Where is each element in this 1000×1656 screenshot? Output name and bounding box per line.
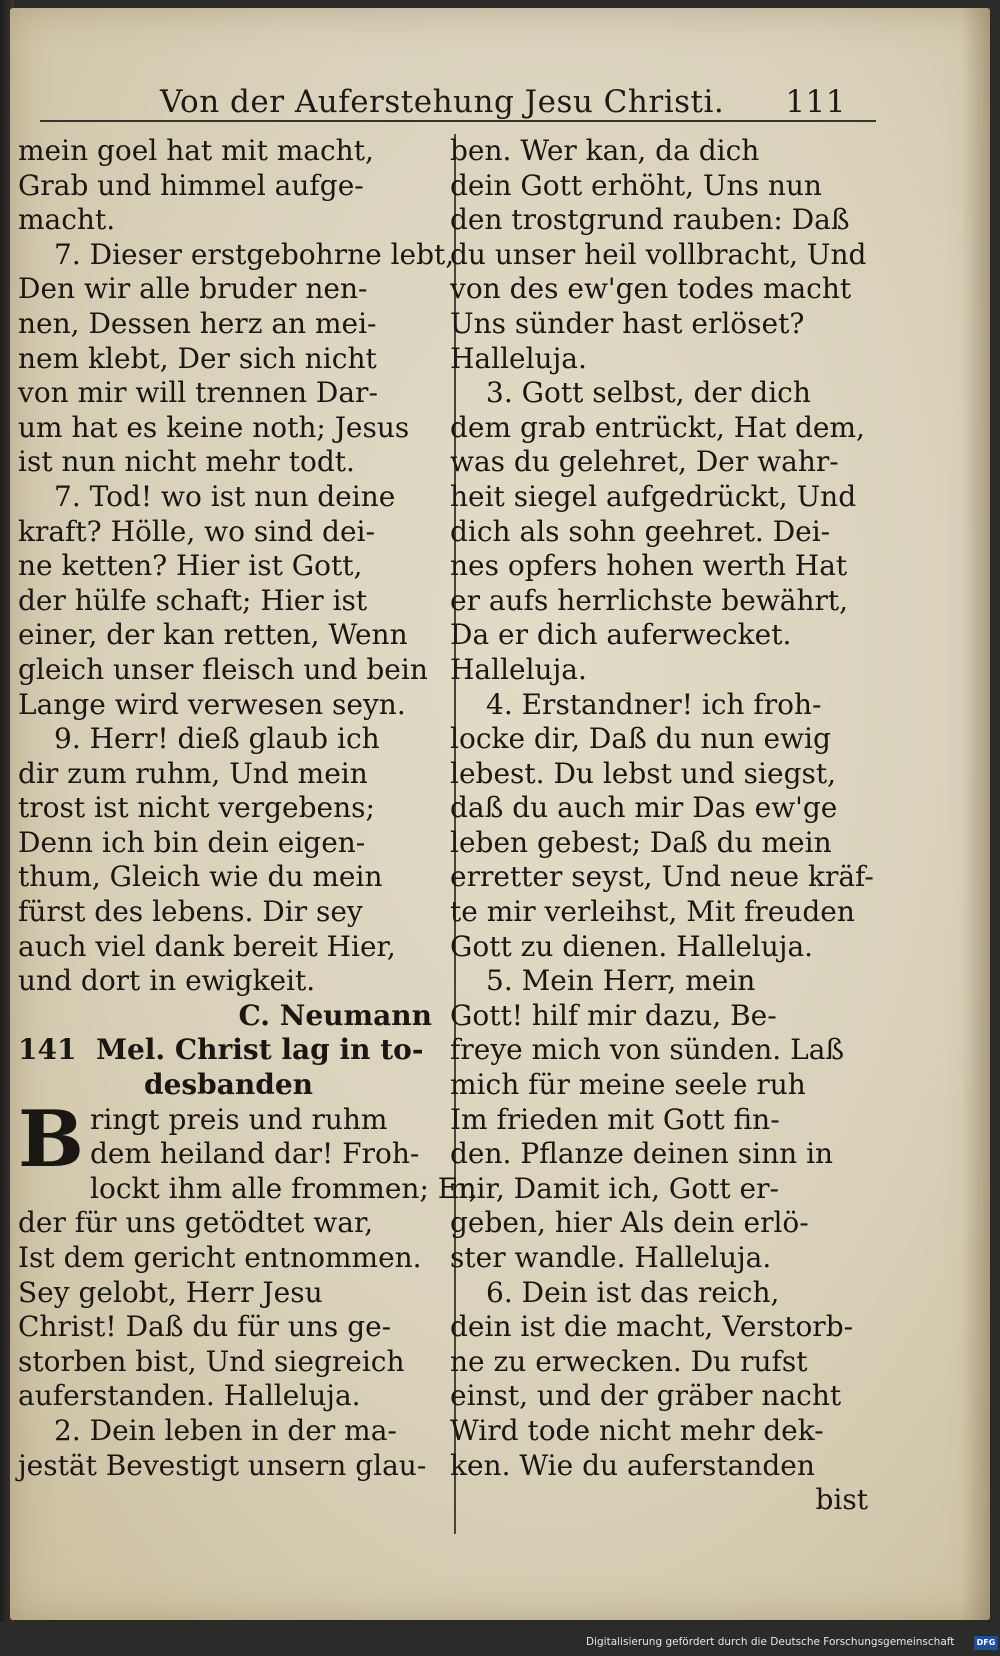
text-line: heit siegel aufgedrückt, Und [450, 479, 857, 513]
text-line: 7. Tod! wo ist nun deine [54, 479, 396, 513]
text-line: ne zu erwecken. Du rufst [450, 1344, 808, 1378]
text-line: Sey gelobt, Herr Jesu [18, 1275, 323, 1309]
text-line: Den wir alle bruder nen- [18, 272, 368, 306]
text-line: Uns sünder hast erlöset? [450, 306, 805, 340]
text-line: du unser heil vollbracht, Und [450, 237, 867, 271]
running-head [160, 80, 860, 124]
page-edge-shadow [962, 8, 990, 1620]
text-line: der für uns getödtet war, [18, 1206, 374, 1240]
text-line: 3. Gott selbst, der dich [486, 376, 811, 410]
running-title: Von der Auferstehung Jesu Christi. [160, 84, 725, 120]
text-line: Im frieden mit Gott fin- [450, 1102, 780, 1136]
text-line: Da er dich auferwecket. [450, 618, 792, 652]
hymn-heading [18, 1033, 438, 1068]
text-line: dich als sohn geehret. Dei- [450, 514, 831, 548]
text-line: ken. Wie du auferstanden [450, 1448, 815, 1482]
text-line: dir zum ruhm, Und mein [18, 756, 368, 790]
text-line: ben. Wer kan, da dich [450, 134, 760, 167]
text-line: Halleluja. [450, 652, 587, 686]
text-line: den. Pflanze deinen sinn in [450, 1137, 834, 1171]
text-line: 2. Dein leben in der ma- [54, 1413, 397, 1447]
text-line: nem klebt, Der sich nicht [18, 341, 377, 375]
text-line: einst, und der gräber nacht [450, 1379, 842, 1413]
text-line: ne ketten? Hier ist Gott, [18, 549, 363, 583]
hymn-melody: Mel. Christ lag in to- [95, 1033, 424, 1067]
text-line: dein Gott erhöht, Uns nun [450, 168, 822, 202]
text-line: 4. Erstandner! ich froh- [486, 687, 822, 721]
author-credit: C. Neumann [238, 998, 432, 1032]
text-line: Lange wird verwesen seyn. [18, 687, 406, 721]
text-line: erretter seyst, Und neue kräf- [450, 860, 874, 894]
book-page [10, 8, 990, 1620]
hymn-number: 141 [18, 1033, 77, 1067]
dfg-logo: DFG [974, 1636, 998, 1650]
text-line: Denn ich bin dein eigen- [18, 825, 366, 859]
text-line: Grab und himmel aufge- [18, 168, 364, 202]
text-line: nes opfers hohen werth Hat [450, 549, 848, 583]
text-line: lebest. Du lebst und siegst, [450, 756, 837, 790]
text-line: geben, hier Als dein erlö- [450, 1206, 809, 1240]
text-line: ist nun nicht mehr todt. [18, 445, 355, 479]
text-line: um hat es keine noth; Jesus [18, 410, 410, 444]
catchword: bist [815, 1483, 868, 1517]
header-rule [40, 120, 876, 122]
text-line: locke dir, Daß du nun ewig [450, 722, 831, 756]
text-line: fürst des lebens. Dir sey [18, 895, 363, 929]
text-line: daß du auch mir Das ew'ge [450, 791, 838, 825]
text-line: nen, Dessen herz an mei- [18, 306, 377, 340]
hymn-opening [18, 1093, 438, 1185]
text-line: kraft? Hölle, wo sind dei- [18, 514, 375, 548]
text-line: dem heiland dar! Froh- [90, 1137, 420, 1171]
page-number: 111 [785, 84, 846, 120]
text-line: te mir verleihst, Mit freuden [450, 895, 855, 929]
text-line: auch viel dank bereit Hier, [18, 929, 396, 963]
text-line: gleich unser fleisch und bein [18, 652, 428, 686]
text-line: mich für meine seele ruh [450, 1068, 806, 1102]
text-line: Gott! hilf mir dazu, Be- [450, 998, 777, 1032]
text-line: von mir will trennen Dar- [18, 376, 378, 410]
text-line: Wird tode nicht mehr dek- [450, 1413, 824, 1447]
text-line: ringt preis und ruhm [90, 1102, 388, 1136]
text-line: 6. Dein ist das reich, [486, 1275, 780, 1309]
text-line: freye mich von sünden. Laß [450, 1033, 845, 1067]
text-line: mein goel hat mit macht, [18, 134, 374, 167]
text-line: 9. Herr! dieß glaub ich [54, 722, 380, 756]
text-line: von des ew'gen todes macht [450, 272, 852, 306]
text-line: Ist dem gericht entnommen. [18, 1241, 422, 1274]
text-line: dem grab entrückt, Hat dem, [450, 410, 865, 444]
text-line: jestät Bevestigt unsern glau- [18, 1448, 427, 1482]
hymn-melody-cont: desbanden [144, 1068, 313, 1102]
text-line: trost ist nicht vergebens; [18, 791, 375, 825]
text-line: ster wandle. Halleluja. [450, 1241, 772, 1274]
text-line: thum, Gleich wie du mein [18, 860, 383, 894]
drop-cap: B [18, 1093, 84, 1185]
text-line: Halleluja. [450, 341, 587, 375]
left-column [18, 134, 478, 1483]
text-line: mir, Damit ich, Gott er- [450, 1171, 779, 1205]
text-line: storben bist, Und siegreich [18, 1344, 405, 1378]
text-line: 7. Dieser erstgebohrne lebt, [54, 237, 455, 271]
text-line: was du gelehret, Der wahr- [450, 445, 839, 479]
text-line: leben gebest; Daß du mein [450, 825, 832, 859]
right-column [450, 134, 874, 1518]
text-line: er aufs herrlichste bewährt, [450, 583, 849, 617]
text-line: macht. [18, 203, 116, 237]
digitization-credit: Digitalisierung gefördert durch die Deutsche Forschungsgemeinschaft [586, 1636, 955, 1648]
text-line: dein ist die macht, Verstorb- [450, 1310, 854, 1344]
text-line: der hülfe schaft; Hier ist [18, 583, 368, 617]
text-line: einer, der kan retten, Wenn [18, 618, 408, 652]
text-line: auferstanden. Halleluja. [18, 1379, 361, 1413]
text-line: den trostgrund rauben: Daß [450, 203, 850, 237]
text-line: 5. Mein Herr, mein [486, 964, 756, 998]
text-line: und dort in ewigkeit. [18, 964, 316, 998]
text-line: Christ! Daß du für uns ge- [18, 1310, 392, 1344]
text-line: lockt ihm alle frommen; Er, [90, 1171, 478, 1205]
text-line: Gott zu dienen. Halleluja. [450, 929, 814, 963]
